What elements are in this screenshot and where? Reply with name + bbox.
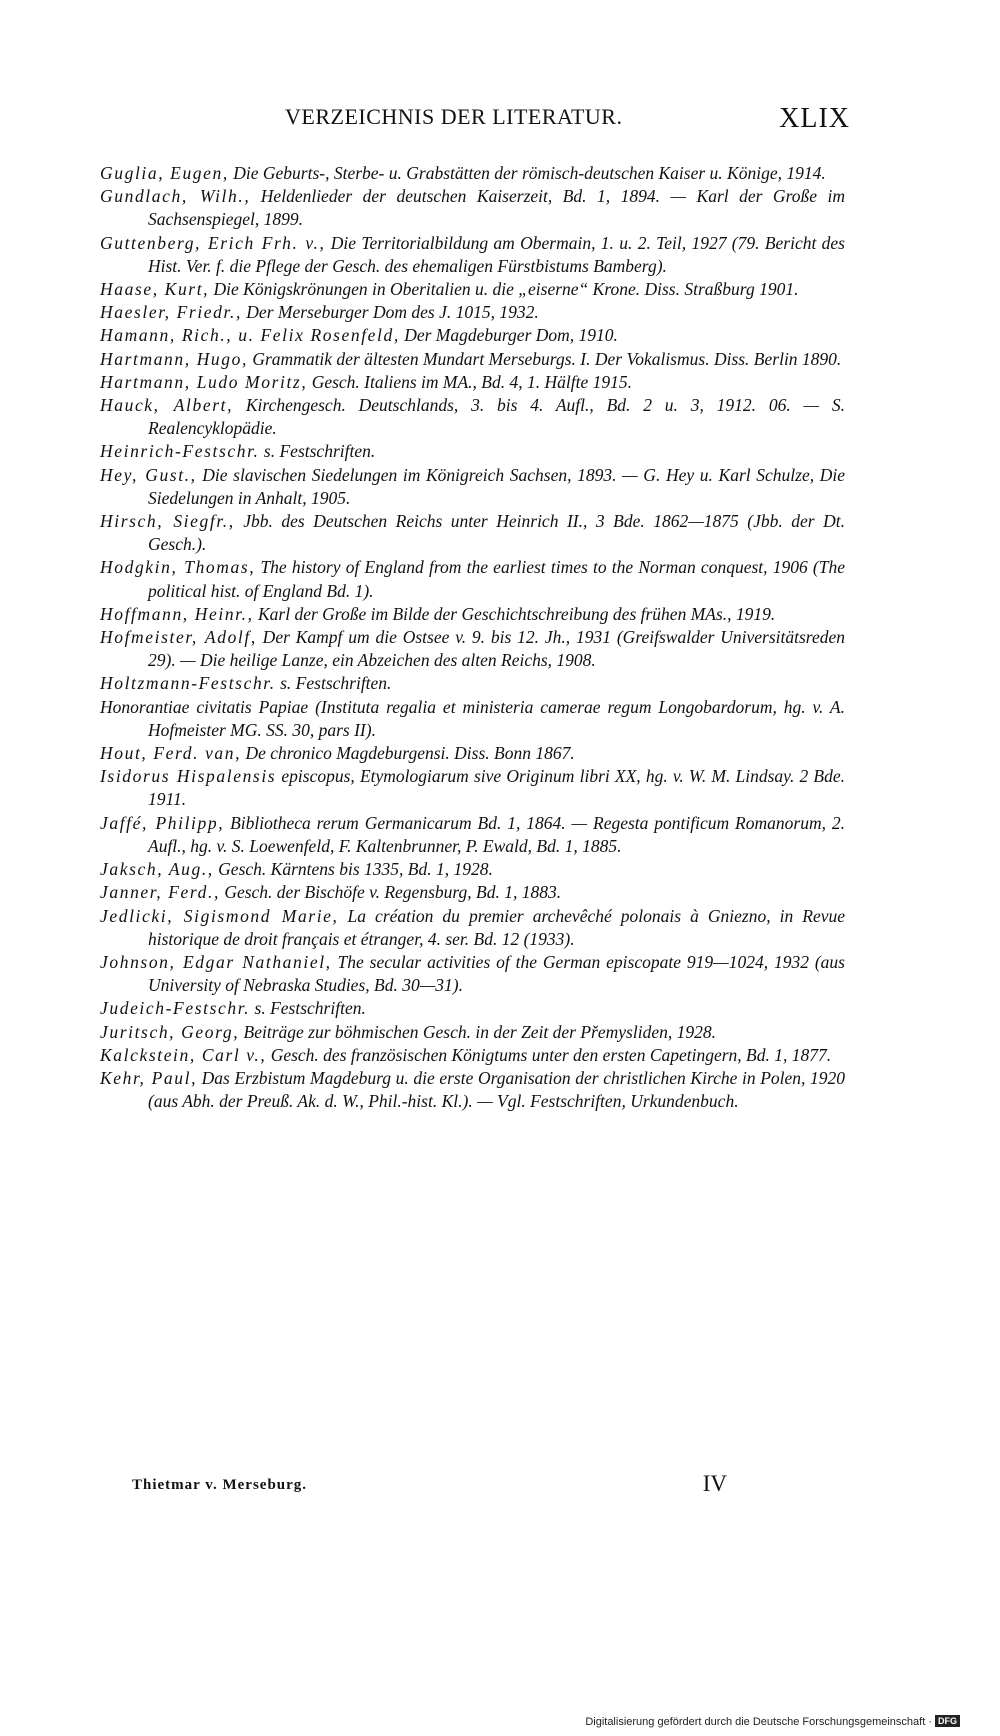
entry-text: s. Festschriften. <box>250 998 366 1019</box>
entry-author: Janner, Ferd., <box>100 882 220 903</box>
entry-text: Gesch. des französischen Königtums unter den ersten Capetingern, Bd. 1, 1877. <box>266 1044 832 1065</box>
bibliography-entry <box>100 510 845 556</box>
entry-text: Gesch. Italiens im MA., Bd. 4, 1. Hälfte 1915. <box>307 371 632 392</box>
entry-text: Der Merseburger Dom des J. 1015, 1932. <box>241 302 539 323</box>
entry-author: Holtzmann-Festschr. <box>100 673 276 694</box>
entry-author: Guglia, Eugen, <box>100 163 229 183</box>
entry-text: Die Königskrönungen in Oberitalien u. die „eiserne“ Krone. Diss. Straßburg 1901. <box>209 279 799 300</box>
bibliography-entry <box>100 301 845 324</box>
entry-text: Die Territorialbildung am Obermain, 1. u. 2. Teil, 1927 (79. Bericht des Hist. Ver. f. die Pflege der Gesch. des ehemaligen Fürstbistums Bamberg). <box>148 232 845 276</box>
entry-author: Hoffmann, Heinr., <box>100 603 254 624</box>
bibliography-entry <box>100 162 845 185</box>
entry-text: The secular activities of the German episcopate 919—1024, 1932 (aus University of Nebraska Studies, Bd. 30—31). <box>148 951 845 996</box>
bibliography-entry <box>100 905 845 951</box>
entry-text: The history of England from the earliest times to the Norman conquest, 1906 (The political hist. of England Bd. 1). <box>148 557 845 601</box>
bibliography-entry <box>100 1021 845 1044</box>
bibliography-list <box>100 162 845 1113</box>
entry-text: episcopus, Etymologiarum sive Originum libri XX, hg. v. W. M. Lindsay. 2 Bde. 1911. <box>148 766 846 810</box>
bibliography-entry <box>100 556 845 602</box>
bibliography-entry <box>100 812 845 858</box>
entry-author: Johnson, Edgar Nathaniel, <box>100 951 332 972</box>
entry-author: Haase, Kurt, <box>100 279 210 300</box>
entry-author: Kehr, Paul, <box>100 1067 198 1088</box>
page-footer <box>132 1471 727 1505</box>
entry-author: Jaffé, Philipp, <box>100 812 225 833</box>
entry-text: Die slavischen Siedelungen im Königreich Sachsen, 1893. — G. Hey u. Karl Schulze, Die Siedelungen in Anhalt, 1905. <box>148 464 845 508</box>
bibliography-entry <box>100 371 845 394</box>
bibliography-entry <box>100 278 845 301</box>
entry-text: De chronico Magdeburgensi. Diss. Bonn 1867. <box>241 743 575 764</box>
entry-author: Isidorus Hispalensis <box>100 766 277 787</box>
bibliography-entry <box>100 185 845 231</box>
entry-author: Juritsch, Georg, <box>100 1021 240 1042</box>
running-title: VERZEICHNIS DER LITERATUR. <box>285 104 623 129</box>
bibliography-entry <box>100 765 845 811</box>
entry-author: Hamann, Rich., u. Felix Rosenfeld, <box>100 325 400 346</box>
entry-text: Gesch. Kärntens bis 1335, Bd. 1, 1928. <box>213 859 493 880</box>
entry-author: Judeich-Festschr. <box>100 998 251 1019</box>
entry-author: Jedlicki, Sigismond Marie, <box>100 905 339 926</box>
entry-text: Grammatik der ältesten Mundart Merseburgs. I. Der Vokalismus. Diss. Berlin 1890. <box>247 348 842 369</box>
entry-author: Haesler, Friedr., <box>100 302 242 323</box>
bibliography-entry <box>100 464 845 510</box>
entry-text: La création du premier archevêché polonais à Gniezno, in Revue historique de droit français et étranger, 4. ser. Bd. 12 (1933). <box>148 905 845 949</box>
entry-text: Bibliotheca rerum Germanicarum Bd. 1, 1864. — Regesta pontificum Romanorum, 2. Aufl., hg. v. S. Loewenfeld, F. Kaltenbrunner, P. Ewald, Bd. 1, 1885. <box>148 812 845 856</box>
bibliography-entry <box>100 348 845 371</box>
bibliography-entry <box>100 1067 845 1113</box>
entry-text: Die Geburts-, Sterbe- u. Grabstätten der römisch-deutschen Kaiser u. Könige, 1914. <box>228 163 826 183</box>
bibliography-entry <box>100 603 845 626</box>
bibliography-entry <box>100 742 845 765</box>
entry-author: Hofmeister, Adolf, <box>100 627 257 648</box>
bibliography-entry <box>100 951 845 997</box>
entry-author: Hodgkin, Thomas, <box>100 557 256 578</box>
entry-author: Jaksch, Aug., <box>100 859 214 880</box>
bibliography-entry <box>100 232 845 278</box>
entry-author: Hauck, Albert, <box>100 395 234 416</box>
bibliography-entry <box>100 881 845 904</box>
entry-text: Karl der Große im Bilde der Geschichtschreibung des frühen MAs., 1919. <box>253 603 776 624</box>
entry-author: Hirsch, Siegfr., <box>100 511 235 532</box>
bibliography-entry <box>100 997 845 1020</box>
bibliography-entry <box>100 324 845 347</box>
entry-text: s. Festschriften. <box>275 673 392 694</box>
funding-text: Digitalisierung gefördert durch die Deutsche Forschungsgemeinschaft · <box>585 1716 932 1728</box>
entry-author: Hey, Gust., <box>100 464 197 485</box>
entry-text: Jbb. des Deutschen Reichs unter Heinrich II., 3 Bde. 1862—1875 (Jbb. der Dt. Gesch.). <box>148 511 845 555</box>
bibliography-entry <box>100 626 845 672</box>
entry-text: Kirchengesch. Deutschlands, 3. bis 4. Aufl., Bd. 2 u. 3, 1912. 06. — S. Realencyklopädie. <box>148 395 845 439</box>
entry-text: Honorantiae civitatis Papiae (Instituta regalia et ministeria camerae regum Longobardorum, hg. v. A. Hofmeister MG. SS. 30, pars II). <box>100 696 845 740</box>
bibliography-entry <box>100 394 845 440</box>
bibliography-entry <box>100 440 845 463</box>
bibliography-entry <box>100 672 845 695</box>
bibliography-entry <box>100 696 845 742</box>
bibliography-entry <box>100 1044 845 1067</box>
entry-author: Kalckstein, Carl v., <box>100 1044 267 1065</box>
printer-signature: Thietmar v. Merseburg. <box>132 1477 308 1493</box>
dfg-logo-icon: DFG <box>935 1715 960 1727</box>
entry-author: Gundlach, Wilh., <box>100 186 251 207</box>
page-number: XLIX <box>779 103 850 134</box>
entry-text: Das Erzbistum Magdeburg u. die erste Organisation der christlichen Kirche in Polen, 1920 (aus Abh. der Preuß. Ak. d. W., Phil.-hist. Kl.). — Vgl. Festschriften, Urkundenbuch. <box>148 1067 845 1112</box>
entry-author: Hartmann, Hugo, <box>100 348 248 369</box>
entry-author: Guttenberg, Erich Frh. v., <box>100 232 326 253</box>
page-header <box>285 104 850 144</box>
entry-author: Hartmann, Ludo Moritz, <box>100 371 308 392</box>
funding-note <box>585 1715 960 1728</box>
entry-text: s. Festschriften. <box>259 441 376 462</box>
sheet-number: IV <box>702 1471 727 1496</box>
entry-author: Hout, Ferd. van, <box>100 743 242 764</box>
entry-author: Heinrich-Festschr. <box>100 441 260 462</box>
entry-text: Der Magdeburger Dom, 1910. <box>399 325 618 346</box>
entry-text: Der Kampf um die Ostsee v. 9. bis 12. Jh., 1931 (Greifswalder Universitätsreden 29). — Die heilige Lanze, ein Abzeichen des alten Reichs, 1908. <box>148 627 845 671</box>
bibliography-entry <box>100 858 845 881</box>
entry-text: Heldenlieder der deutschen Kaiserzeit, Bd. 1, 1894. — Karl der Große im Sachsenspiegel, 1899. <box>148 186 845 230</box>
entry-text: Beiträge zur böhmischen Gesch. in der Zeit der Přemysliden, 1928. <box>239 1021 716 1042</box>
entry-text: Gesch. der Bischöfe v. Regensburg, Bd. 1, 1883. <box>219 882 562 903</box>
